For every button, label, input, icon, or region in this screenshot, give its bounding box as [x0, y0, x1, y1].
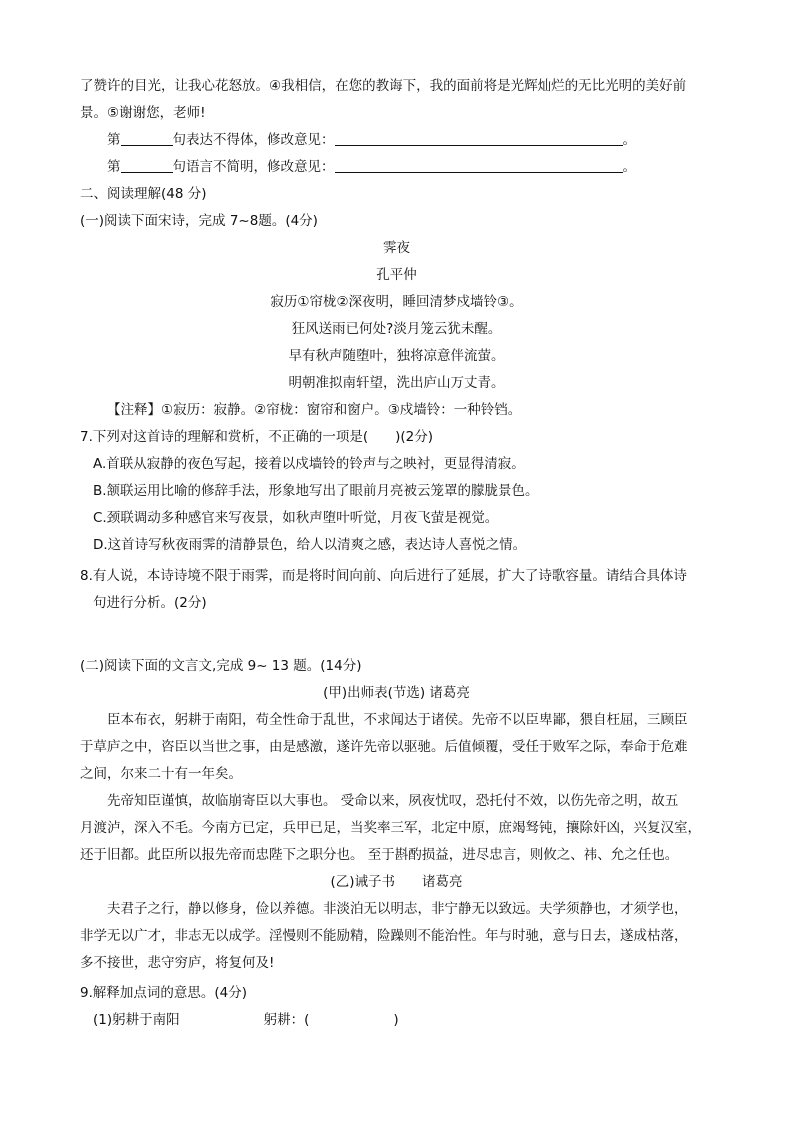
question-8: 8.有人说，本诗诗境不限于雨霁，而是将时间向前、向后进行了延展，扩大了诗歌容量。请结合具体诗	[80, 568, 687, 584]
question-7: 7.下列对这首诗的理解和赏析，不正确的一项是( )(2分)	[80, 429, 434, 445]
paragraph-line: 夫君子之行，静以修身，俭以养德。非淡泊无以明志，非宁静无以致远。夫学须静也，才须学也，	[107, 901, 688, 917]
item-close: )	[393, 1012, 399, 1028]
q-end: 。	[622, 132, 636, 148]
q-middle: 句语言不简明，修改意见：	[172, 159, 335, 175]
paragraph-line: 于草庐之中，咨臣以当世之事，由是感激，遂许先帝以驱驰。后值倾覆，受任于败军之际，奉命于危难	[80, 739, 688, 755]
poem-note: 【注释】①寂历：寂静。②帘栊：窗帘和窗户。③戍墙铃：一种铃铛。	[107, 402, 522, 418]
text-line: 景。⑤谢谢您，老师!	[80, 105, 206, 121]
paragraph-line: 先帝知臣谨慎，故临崩寄臣以大事也。 受命以来，夙夜忧叹，恐托付不效，以伤先帝之明，故五	[107, 793, 679, 809]
question-8-cont: 句进行分析。(2分)	[93, 595, 207, 611]
question-9-item-1	[93, 1010, 399, 1030]
option-c: C.颈联调动多种感官来写夜景，如秋声堕叶听觉，月夜飞萤是视觉。	[93, 510, 499, 526]
paragraph-line: 臣本布衣，躬耕于南阳，苟全性命于乱世，不求闻达于诸侯。先帝不以臣卑鄙，猥自枉屈，三顾臣	[107, 712, 688, 728]
text-line: 了赞许的目光，让我心花怒放。④我相信，在您的教诲下，我的面前将是光辉灿烂的无比光明的美好前	[80, 78, 687, 94]
paragraph-line: 之间，尔来二十有一年矣。	[80, 766, 242, 782]
q-middle: 句表达不得体，修改意见：	[172, 132, 335, 148]
poem-line: 狂风送雨已何处?淡月笼云犹未醒。	[291, 321, 502, 337]
text-b-title: (乙)诫子书 诸葛亮	[330, 874, 463, 890]
poem-line: 早有秋声随堕叶，独将凉意伴流萤。	[288, 348, 505, 364]
paragraph-line: 非学无以广才，非志无以成学。淫慢则不能励精，险躁则不能治性。年与时驰，意与日去，遂成枯落，	[80, 928, 688, 944]
poem-line: 寂历①帘栊②深夜明，睡回清梦戍墙铃③。	[270, 294, 523, 310]
paragraph-line: 还于旧都。此臣所以报先帝而忠陛下之职分也。 至于斟酌损益，进尽忠言，则攸之、祎、允之任也。	[80, 847, 679, 863]
subsection-heading: (二)阅读下面的文言文,完成 9~ 13 题。(14分)	[80, 658, 362, 674]
answer-blank[interactable]	[121, 158, 173, 173]
q-end: 。	[622, 159, 636, 175]
q-prefix: 第	[107, 132, 121, 148]
item-text: (1)躬耕于南阳	[93, 1012, 180, 1028]
item-word: 躬耕：(	[263, 1012, 310, 1028]
answer-blank[interactable]	[335, 158, 623, 173]
option-b: B.颔联运用比喻的修辞手法，形象地写出了眼前月亮被云笼罩的朦胧景色。	[93, 483, 539, 499]
option-d: D.这首诗写秋夜雨霁的清静景色，给人以清爽之感，表达诗人喜悦之情。	[93, 537, 527, 553]
q-prefix: 第	[107, 159, 121, 175]
answer-blank[interactable]	[335, 131, 623, 146]
fill-question-1	[107, 130, 636, 150]
subsection-heading: (一)阅读下面宋诗，完成 7~8题。(4分)	[80, 213, 318, 229]
answer-blank[interactable]	[121, 131, 173, 146]
text-a-title: (甲)出师表(节选) 诸葛亮	[323, 685, 470, 701]
section-heading: 二、阅读理解(48 分)	[80, 186, 207, 202]
paragraph-line: 多不接世，悲守穷庐，将复何及!	[80, 955, 275, 971]
poem-author: 孔平仲	[376, 267, 417, 283]
poem-title: 霁夜	[383, 240, 410, 256]
paragraph-line: 月渡泸，深入不毛。今南方已定，兵甲已足，当奖率三军，北定中原，庶竭驽钝，攘除奸凶，兴复汉室，	[80, 820, 701, 836]
fill-question-2	[107, 157, 636, 177]
option-a: A.首联从寂静的夜色写起，接着以戍墙铃的铃声与之映衬，更显得清寂。	[93, 456, 525, 472]
question-9: 9.解释加点词的意思。(4分)	[80, 985, 248, 1001]
poem-line: 明朝准拟南轩望，洗出庐山万丈青。	[288, 375, 505, 391]
